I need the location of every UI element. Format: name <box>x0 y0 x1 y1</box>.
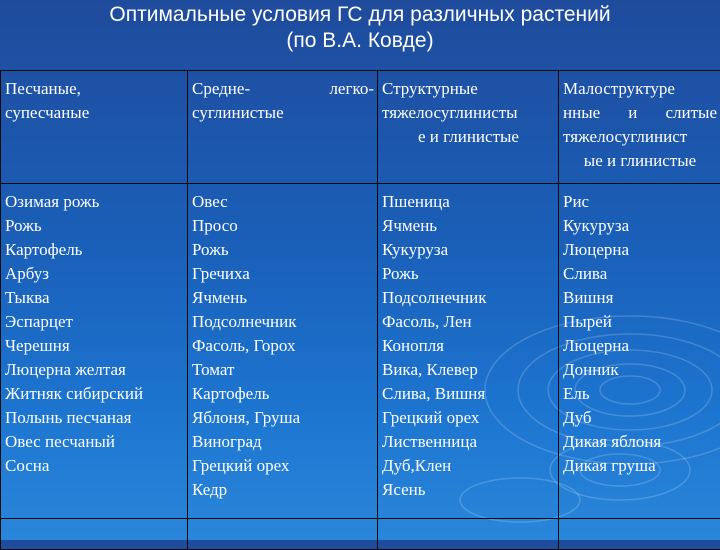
crop-item: Слива, Вишня <box>382 382 555 406</box>
header-loamy-line-2: суглинистые <box>192 101 374 125</box>
crop-item: Просо <box>192 214 374 238</box>
header-loamy-word-1: Средне- <box>192 77 250 101</box>
header-structured-line-3: е и глинистые <box>382 125 555 149</box>
header-sandy-line-1: Песчаные, <box>5 77 184 101</box>
header-cell-loamy <box>188 71 378 184</box>
header-lowstruct-line-2 <box>563 101 717 125</box>
crop-item: Озимая рожь <box>5 190 184 214</box>
slide-title <box>0 2 720 54</box>
crop-item: Подсолнечник <box>382 286 555 310</box>
crop-item: Люцерна <box>563 238 717 262</box>
crop-list-sandy <box>5 190 184 478</box>
empty-cell-2 <box>188 519 378 550</box>
header-lowstruct-line-4: ые и глинистые <box>563 149 717 173</box>
header-lowstruct-line-1: Малоструктуре <box>563 77 717 101</box>
crop-item: Грецкий орех <box>382 406 555 430</box>
crop-item: Грецкий орех <box>192 454 374 478</box>
crop-item: Донник <box>563 358 717 382</box>
header-loamy-line-1 <box>192 77 374 101</box>
crops-soil-table <box>0 70 720 550</box>
crop-item: Ячмень <box>382 214 555 238</box>
crop-item: Гречиха <box>192 262 374 286</box>
crop-item: Рис <box>563 190 717 214</box>
crop-item: Виноград <box>192 430 374 454</box>
crop-item: Житняк сибирский <box>5 382 184 406</box>
crop-item: Кукуруза <box>382 238 555 262</box>
crop-item: Рожь <box>192 238 374 262</box>
header-lowstruct-word: нные <box>563 101 600 125</box>
header-sandy-line-2: супесчаные <box>5 101 184 125</box>
crop-item: Люцерна <box>563 334 717 358</box>
crop-item: Дуб,Клен <box>382 454 555 478</box>
slide-title-line-2: (по В.А. Ковде) <box>0 28 720 54</box>
crop-item: Рожь <box>382 262 555 286</box>
header-cell-sandy <box>1 71 188 184</box>
crops-cell-loamy <box>188 184 378 519</box>
crop-item: Пырей <box>563 310 717 334</box>
crop-item: Картофель <box>5 238 184 262</box>
crop-item: Ясень <box>382 478 555 502</box>
crop-item: Вишня <box>563 286 717 310</box>
crop-item: Томат <box>192 358 374 382</box>
table-header-row <box>1 71 720 184</box>
crop-item: Кукуруза <box>563 214 717 238</box>
crop-item: Пшеница <box>382 190 555 214</box>
empty-cell-4 <box>559 519 720 550</box>
slide-title-line-1: Оптимальные условия ГС для различных растений <box>0 2 720 28</box>
crop-item: Тыква <box>5 286 184 310</box>
crop-list-low-structured-clay <box>563 190 717 478</box>
crop-item: Арбуз <box>5 262 184 286</box>
empty-cell-3 <box>378 519 559 550</box>
crop-item: Сосна <box>5 454 184 478</box>
crops-cell-structured-clay <box>378 184 559 519</box>
header-lowstruct-line-3: тяжелосуглинист <box>563 125 717 149</box>
crop-item: Ель <box>563 382 717 406</box>
table-body-row <box>1 184 720 519</box>
crop-item: Ячмень <box>192 286 374 310</box>
crop-item: Слива <box>563 262 717 286</box>
table-empty-row <box>1 519 720 550</box>
crop-item: Дуб <box>563 406 717 430</box>
crop-item: Овес песчаный <box>5 430 184 454</box>
crop-item: Лиственница <box>382 430 555 454</box>
crop-list-loamy <box>192 190 374 502</box>
header-cell-low-structured-clay <box>559 71 720 184</box>
crops-cell-low-structured-clay <box>559 184 720 519</box>
crop-item: Черешня <box>5 334 184 358</box>
crop-item: Эспарцет <box>5 310 184 334</box>
header-structured-line-2: тяжелосуглинисты <box>382 101 555 125</box>
crop-item: Полынь песчаная <box>5 406 184 430</box>
header-lowstruct-word: и <box>628 101 637 125</box>
header-cell-structured-clay <box>378 71 559 184</box>
crop-item: Конопля <box>382 334 555 358</box>
crop-item: Фасоль, Горох <box>192 334 374 358</box>
crop-item: Овес <box>192 190 374 214</box>
crop-item: Рожь <box>5 214 184 238</box>
crop-list-structured-clay <box>382 190 555 502</box>
crop-item: Картофель <box>192 382 374 406</box>
crop-item: Подсолнечник <box>192 310 374 334</box>
header-lowstruct-word: слитые <box>665 101 717 125</box>
header-loamy-word-2: легко- <box>329 77 374 101</box>
crop-item: Дикая груша <box>563 454 717 478</box>
crop-item: Люцерна желтая <box>5 358 184 382</box>
crop-item: Вика, Клевер <box>382 358 555 382</box>
empty-cell-1 <box>1 519 188 550</box>
crop-item: Яблоня, Груша <box>192 406 374 430</box>
crops-cell-sandy <box>1 184 188 519</box>
crop-item: Дикая яблоня <box>563 430 717 454</box>
header-structured-line-1: Структурные <box>382 77 555 101</box>
crop-item: Фасоль, Лен <box>382 310 555 334</box>
crop-item: Кедр <box>192 478 374 502</box>
